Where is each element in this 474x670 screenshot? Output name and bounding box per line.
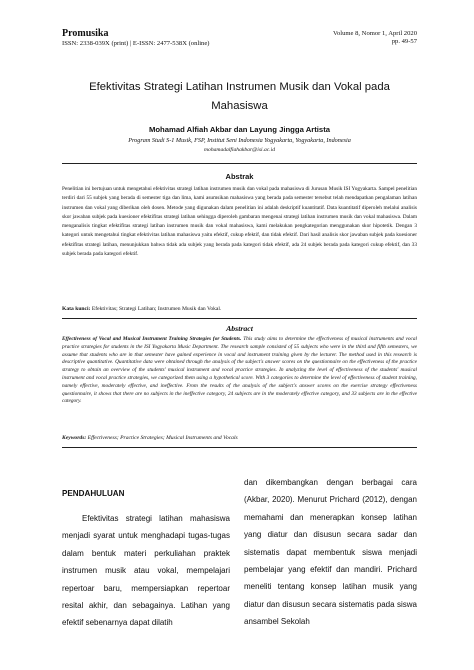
divider (62, 447, 417, 448)
abstrak-body: Penelitian ini bertujuan untuk mengetahui efektivitas strategi latihan instrumen musik dan vokal pada mahasiswa di Jurusan Musik ISI Yogyakarta. Sampel penelitian terdiri dari 55 subjek yang berada di semester tiga dan lima, kami asumsikan mahasiswa yang berada pada semester tersebut telah mendapatkan pengalaman latihan instrumen dan vokal yang diberikan oleh dosen. Metode yang digunakan dalam penelitian ini adalah deskriptif kuantitatif. Data kuantitatif diperoleh melalui analisis skor jawaban subjek pada kuesioner efektifitas strategi latihan sehingga diperoleh gambaran mengenai strategi latihan instrumen musik dan vokal mahasiswa. Dalam menganalisis tingkat efektifitas strategi latihan instrumen musik dan vokal mahasiswa, kami melakukan pengkategorian menggunakan skor hipotetik. Dengan 3 kategori untuk mengetahui tingkat efektivitas latihan mahasiswa yaitu efektif, cukup efektif, dan tidak efektif. Dari hasil analisis skor jawaban subjek pada kuesioner efektifitas strategi latihan, menunjukkan bahwa tidak ada subjek yang berada pada kategori tidak efektif, ada 24 subjek berada pada kategori cukup efektif, dan 33 subjek berada pada kategori efektif. (62, 186, 417, 258)
section-heading: PENDAHULUAN (62, 489, 125, 498)
body-column-left (62, 510, 230, 632)
article-authors: Mohamad Alfiah Akbar dan Layung Jingga Artista (148, 125, 331, 134)
abstract-title: Effectiveness of Vocal and Musical Instrument Training Strategies for Students. (62, 336, 242, 342)
keywords-text: Effectiveness; Practice Strategies; Musical Instruments and Vocals (86, 435, 238, 441)
left-paragraph: Efektivitas strategi latihan mahasiswa menjadi syarat untuk menghadapi tugas-tugas dalam bentuk materi perkuliahan praktek instrumen musik atau vokal, mempelajari repertoar baru, mempersiapkan repertoar resital akhir, dan sebagainya. Latihan yang efektif sebenarnya dapat dilatih (62, 514, 230, 628)
body-column-right: dan dikembangkan dengan berbagai cara (Akbar, 2020). Menurut Prichard (2012), dengan memahami dan menerapkan konsep latihan yang diatur dan disusun secara sadar dan sistematis dapat membentuk siswa menjadi pembelajar yang efektif dan mandiri. Prichard meneliti tentang konsep latihan musik yang diatur dan disusun secara sistematis pada siswa ansambel Sekolah (244, 478, 417, 627)
journal-header (62, 29, 209, 48)
abstrak-heading: Abstrak (225, 172, 254, 181)
article-affiliation: Program Studi S-1 Musik, FSP, Institut Seni Indonesia Yogyakarta, Yogyakarta, Indonesia (128, 137, 351, 144)
volume-info (333, 30, 417, 46)
keywords-label: Kata kunci: (62, 306, 91, 312)
abstract-text: This study aims to determine the effectiveness of musical instruments and vocal practice strategies for students in the ISI Yogyakarta Music Department. The research sample consisted of 55 subjects who were in the third and fifth semesters, we assume that students who are in that semester have gained experience in vocal and instrument training given by the lecturer. The method used in this research is descriptive quantitative. Quantitative data were obtained through the analysis of the subject's answer scores on the questionnaire on the effectiveness of the practice strategy to obtain an overview of the students' musical instrument and vocal practice strategies. In analyzing the level of effectiveness of the students' musical instrument and vocal practice strategies, we categorized them using a hypothetical score. With 3 categories to determine the level of effectiveness of student training, namely effective, moderately effective, and ineffective. From the results of the analysis of the subject's answer scores on the exercise strategy effectiveness questionnaire, it shows that there are no subjects in the ineffective category, 24 subjects are in the moderately effective category, and 33 subjects are in the effective category. (62, 336, 417, 405)
page-range: pp. 49-57 (391, 38, 417, 45)
article-title: Efektivitas Strategi Latihan Instrumen Musik dan Vokal pada Mahasiswa (89, 81, 390, 112)
abstract-keywords (62, 434, 417, 442)
keywords-label: Keywords: (62, 435, 87, 441)
volume-line: Volume 8, Nomor 1, April 2020 (333, 30, 417, 37)
abstract-heading: Abstract (226, 324, 253, 333)
author-email: mohamadalfiahakbar@isi.ac.id (203, 147, 276, 153)
keywords-text: Efektivitas; Strategi Latihan; Instrumen Musik dan Vokal. (90, 306, 222, 312)
divider (62, 163, 417, 164)
issn-line: ISSN: 2338-039X (print) | E-ISSN: 2477-538X (online) (62, 40, 210, 47)
abstract-body (62, 336, 417, 406)
journal-name: Promusika (62, 28, 109, 39)
divider (62, 318, 417, 319)
abstrak-keywords (62, 305, 417, 313)
